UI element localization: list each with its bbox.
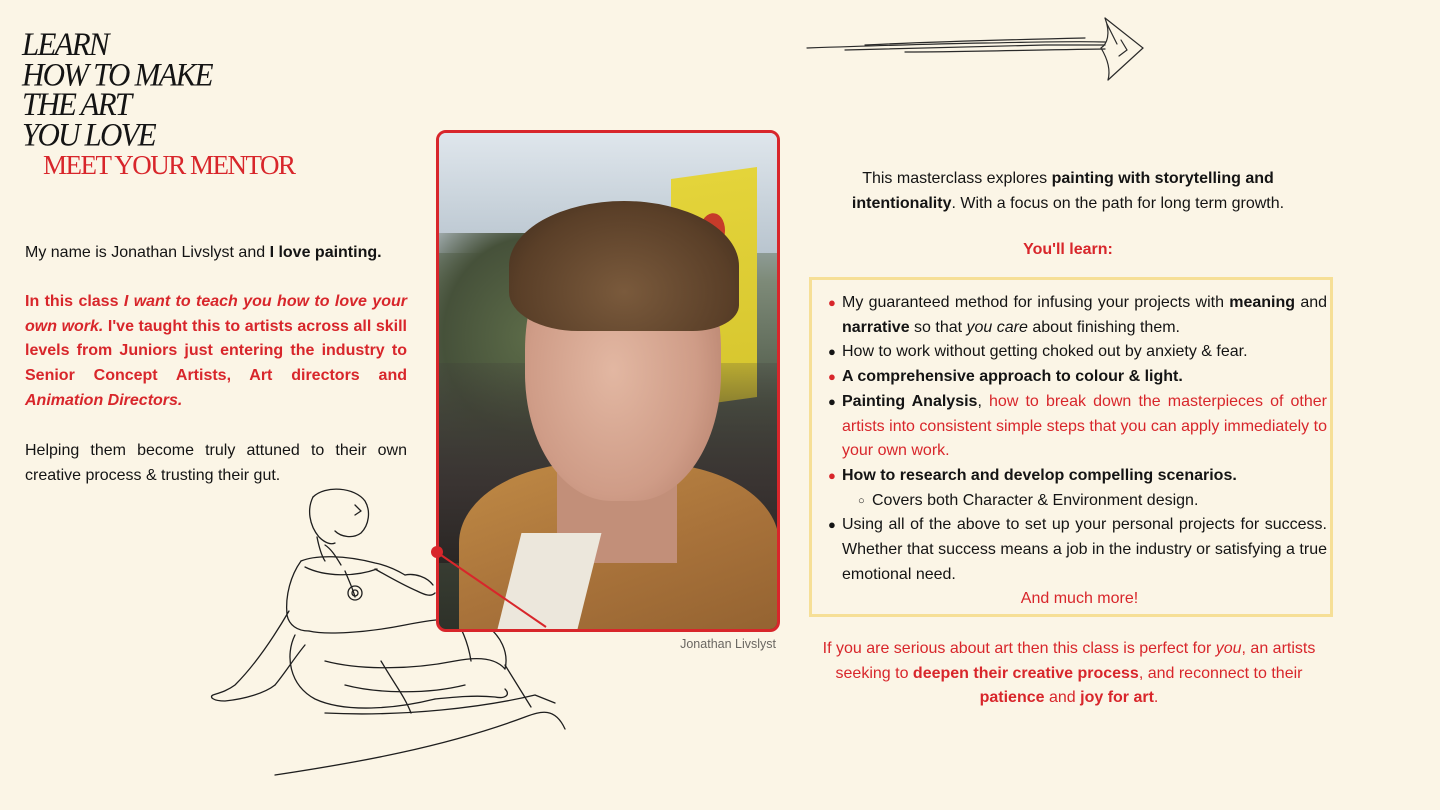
- list-emphasis: you care: [966, 318, 1028, 336]
- list-text: so that: [909, 318, 967, 336]
- list-bold: How to research and develop compelling scenarios.: [842, 466, 1237, 484]
- list-text: My guaranteed method for infusing your projects with: [842, 294, 1230, 311]
- outro-text: and: [1044, 689, 1081, 707]
- list-text: and: [1295, 294, 1328, 311]
- learn-heading: You'll learn:: [1023, 241, 1113, 258]
- bullet-dot-icon: ●: [828, 393, 836, 409]
- title-line: YOU LOVE: [22, 115, 155, 153]
- outro-text: , an artists seeking to: [835, 640, 1316, 682]
- section-subtitle: MEET YOUR MENTOR: [43, 150, 295, 180]
- arrow-sketch-icon: [805, 14, 1150, 86]
- outro-emphasis: you: [1215, 640, 1242, 657]
- list-text: about finishing them.: [1027, 318, 1180, 336]
- list-item: [828, 291, 1328, 340]
- class-text: I've taught this to artists across all skill levels from Juniors just entering the industry to Senior Concept Artists, Art directors and: [25, 317, 407, 385]
- title-line: LEARN: [22, 25, 108, 63]
- page-title: [22, 25, 212, 153]
- list-text: How to work without getting choked out by anxiety & fear.: [842, 343, 1248, 361]
- sub-list-item: [858, 489, 1327, 514]
- list-bold: Painting Analysis: [842, 392, 978, 410]
- intro-text: This masterclass explores: [862, 170, 1052, 187]
- bullet-dot-icon: ●: [828, 344, 836, 360]
- bullet-dot-icon: ●: [828, 467, 836, 483]
- list-text: how to break down the masterpieces of other artists into consistent simple steps that you can apply immediately to your own work.: [842, 392, 1327, 460]
- outro-text: If you are serious about art then this class is perfect for: [822, 640, 1216, 657]
- intro-highlight: painting with storytelling and intentionality: [851, 170, 1274, 212]
- bullet-dot-icon: ●: [828, 517, 836, 533]
- list-bold: narrative: [842, 318, 910, 336]
- intro-highlight: I love painting.: [269, 244, 382, 261]
- list-item: [828, 340, 1327, 365]
- list-item: [828, 464, 1327, 489]
- learn-list: [828, 291, 1328, 612]
- list-bold: A comprehensive approach to colour & light.: [842, 368, 1183, 386]
- class-paragraph: [25, 290, 407, 414]
- bullet-dot-icon: ●: [828, 369, 836, 385]
- intro-text: . With a focus on the path for long term growth.: [951, 194, 1285, 212]
- intro-paragraph: [25, 241, 407, 266]
- and-more-text: And much more!: [1020, 590, 1139, 608]
- list-item: [828, 513, 1327, 587]
- list-text: ,: [977, 392, 990, 410]
- outro-text: .: [1153, 689, 1159, 707]
- masterclass-intro: [818, 167, 1318, 216]
- class-emphasis: I want to teach you how to love your own work.: [25, 293, 407, 335]
- outro-paragraph: [805, 637, 1333, 711]
- list-text: Covers both Character & Environment design.: [872, 491, 1199, 509]
- intro-text: My name is Jonathan Livslyst and: [25, 244, 270, 261]
- class-emphasis: Animation Directors.: [25, 391, 183, 409]
- outro-text: , and reconnect to their: [1138, 664, 1303, 682]
- helping-paragraph: Helping them become truly attuned to their own creative process & trusting their gut.: [25, 442, 407, 484]
- photo-caption: Jonathan Livslyst: [680, 637, 776, 651]
- list-item: [828, 390, 1327, 464]
- photo-pointer-line: [436, 551, 556, 631]
- list-item: [828, 365, 1327, 390]
- title-line: THE ART: [22, 85, 131, 123]
- class-text: In this class: [25, 293, 124, 310]
- bullet-circle-icon: ○: [858, 494, 865, 507]
- bullet-dot-icon: ●: [828, 295, 836, 310]
- title-line: HOW TO MAKE: [22, 55, 212, 93]
- outro-bold: deepen their creative process: [912, 664, 1139, 682]
- list-text: Using all of the above to set up your personal projects for success. Whether that success means a job in the industry or satisfying a true emotional need.: [842, 516, 1327, 583]
- outro-bold: joy for art: [1080, 689, 1154, 707]
- list-bold: meaning: [1229, 294, 1296, 311]
- outro-bold: patience: [979, 689, 1045, 707]
